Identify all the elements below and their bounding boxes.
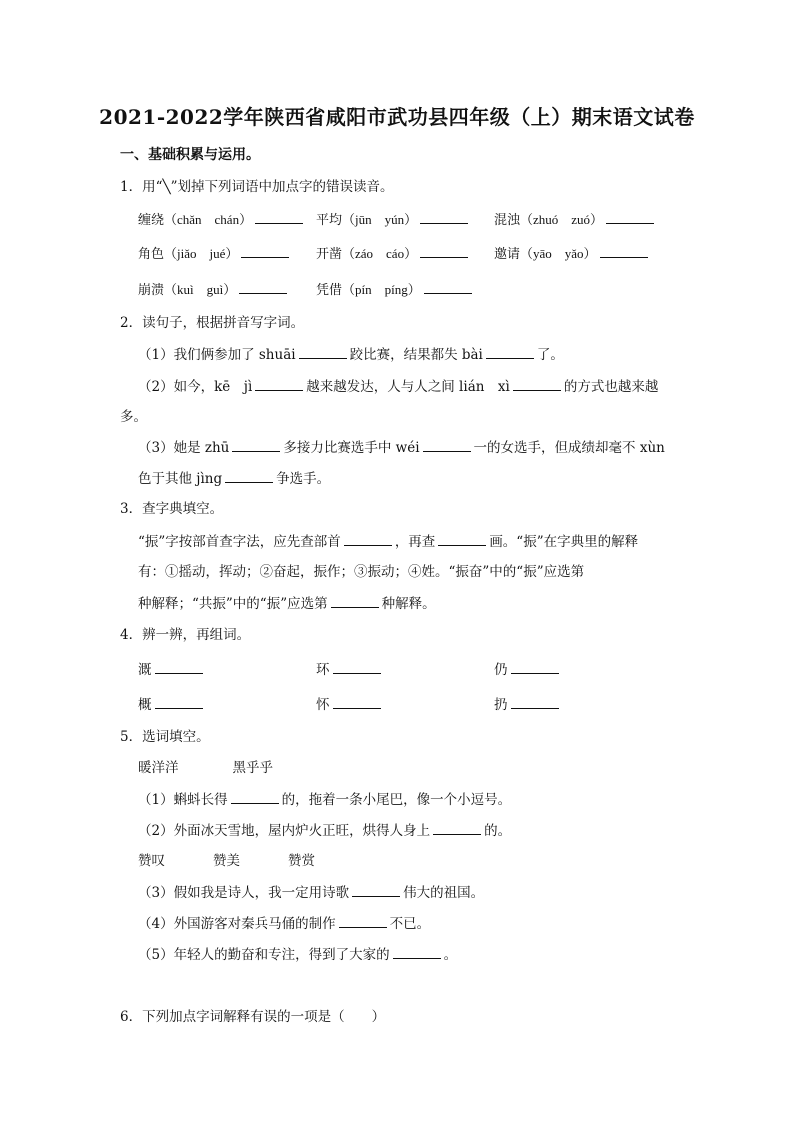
text: （4）外国游客对秦兵马俑的制作: [138, 916, 336, 932]
page-title: 2021-2022学年陕西省咸阳市武功县四年级（上）期末语文试卷: [99, 105, 695, 129]
answer-blank[interactable]: [511, 695, 559, 709]
question-6-stem: 6．下列加点字词解释有误的一项是（ ）: [120, 1009, 386, 1025]
answer-blank[interactable]: [344, 532, 392, 546]
char: 概: [138, 697, 152, 713]
question-5-stem: 5．选词填空。: [120, 729, 210, 745]
q5-sentence-5: [138, 945, 457, 964]
answer-blank[interactable]: [255, 210, 303, 224]
answer-blank[interactable]: [606, 210, 654, 224]
char: 仍: [494, 662, 508, 678]
option: 赞叹: [138, 853, 165, 869]
q3-line-3: [138, 594, 436, 613]
text: 的。: [484, 823, 512, 839]
q1-item: 混浊（zhuó zuó）: [494, 212, 604, 227]
q4-item: [316, 660, 384, 679]
q3-line-1: [138, 532, 638, 551]
text: 争选手。: [276, 471, 331, 487]
q5-sentence-4: [138, 914, 430, 933]
char: 扔: [494, 697, 508, 713]
answer-blank[interactable]: [255, 377, 303, 391]
text: ，再查: [394, 534, 436, 550]
q1-item: 缠绕（chǎn chán）: [138, 212, 253, 227]
q1-item: 邀请（yāo yǎo）: [494, 246, 597, 261]
answer-blank[interactable]: [600, 244, 648, 258]
text: 多接力比赛选手中 wéi: [283, 440, 420, 456]
q1-row-2b: [316, 244, 471, 263]
answer-blank[interactable]: [513, 377, 561, 391]
text: （2）如今，kē jì: [138, 379, 253, 395]
q1-row-1b: [316, 210, 471, 229]
answer-blank[interactable]: [423, 438, 471, 452]
text: （1）我们俩参加了 shuāi: [138, 347, 296, 363]
text: （3）她是 zhū: [138, 440, 230, 456]
q2-sentence-3-cont: [138, 469, 330, 488]
answer-blank[interactable]: [155, 695, 203, 709]
text: （1）蝌蚪长得: [138, 792, 228, 808]
text: 。: [443, 947, 458, 963]
text: “振”字按部首查字法，应先查部首: [138, 534, 341, 550]
answer-blank[interactable]: [232, 438, 280, 452]
option: 黑乎乎: [232, 760, 273, 776]
char: 怀: [316, 697, 330, 713]
text: （5）年轻人的勤奋和专注，得到了大家的: [138, 947, 390, 963]
answer-blank[interactable]: [424, 280, 472, 294]
text: （2）外面冰天雪地，屋内炉火正旺，烘得人身上: [138, 823, 431, 839]
q1-item: 平均（jūn yún）: [316, 212, 418, 227]
q2-sentence-3: [138, 438, 665, 457]
text: 伟大的祖国。: [403, 885, 485, 901]
q4-item: [138, 660, 206, 679]
text: （3）假如我是诗人，我一定用诗歌: [138, 885, 350, 901]
text: 了。: [536, 347, 564, 363]
answer-blank[interactable]: [393, 945, 441, 959]
q1-row-1: [138, 210, 306, 229]
q2-sentence-2-cont: 多。: [120, 409, 147, 425]
answer-blank[interactable]: [438, 532, 486, 546]
q4-item: [316, 695, 384, 714]
answer-blank[interactable]: [241, 244, 289, 258]
q5-sentence-1: [138, 790, 511, 809]
q4-item: [494, 695, 562, 714]
text: 越来越发达，人与人之间 lián xì: [306, 379, 510, 395]
option: 赞赏: [288, 853, 315, 869]
answer-blank[interactable]: [333, 660, 381, 674]
text: 色于其他 jìng: [138, 471, 223, 487]
q4-item: [494, 660, 562, 679]
answer-blank[interactable]: [331, 594, 379, 608]
answer-blank[interactable]: [225, 469, 273, 483]
answer-blank[interactable]: [231, 790, 279, 804]
answer-blank[interactable]: [155, 660, 203, 674]
answer-blank[interactable]: [339, 914, 387, 928]
char: 环: [316, 662, 330, 678]
option: 赞美: [213, 853, 240, 869]
q1-row-2c: [494, 244, 651, 263]
text: 一的女选手，但成绩却毫不 xùn: [473, 440, 665, 456]
text: 的方式也越来越: [563, 379, 659, 395]
q1-row-3b: [316, 280, 475, 299]
answer-blank[interactable]: [420, 210, 468, 224]
answer-blank[interactable]: [511, 660, 559, 674]
q5-options-1: [138, 759, 273, 777]
q2-sentence-2: [138, 377, 658, 396]
option: 暖洋洋: [138, 760, 179, 776]
text: 不已。: [389, 916, 431, 932]
q5-sentence-3: [138, 883, 484, 902]
answer-blank[interactable]: [486, 345, 534, 359]
question-3-stem: 3．查字典填空。: [120, 501, 224, 517]
answer-blank[interactable]: [352, 883, 400, 897]
answer-blank[interactable]: [333, 695, 381, 709]
q4-item: [138, 695, 206, 714]
q5-options-2: [138, 852, 315, 870]
answer-blank[interactable]: [433, 821, 481, 835]
text: 种解释。: [381, 596, 436, 612]
section-heading: 一、基础积累与运用。: [120, 147, 260, 163]
q1-item: 角色（jiǎo jué）: [138, 246, 239, 261]
text: 的，拖着一条小尾巴，像一个小逗号。: [281, 792, 512, 808]
q1-item: 崩溃（kuì guì）: [138, 282, 237, 297]
text: 画。“振”在字典里的解释: [489, 534, 639, 550]
q1-item: 凭借（pín píng）: [316, 282, 421, 297]
answer-blank[interactable]: [420, 244, 468, 258]
char: 溉: [138, 662, 152, 678]
text: 跤比赛，结果都失 bài: [349, 347, 483, 363]
q1-row-2: [138, 244, 292, 263]
q2-sentence-1: [138, 345, 564, 364]
q1-row-1c: [494, 210, 657, 229]
answer-blank[interactable]: [239, 280, 287, 294]
q1-row-3: [138, 280, 290, 299]
question-4-stem: 4．辨一辨，再组词。: [120, 627, 251, 643]
q1-item: 开凿（záo cáo）: [316, 246, 418, 261]
question-2-stem: 2．读句子，根据拼音写字词。: [120, 315, 305, 331]
text: 种解释；“共振”中的“振”应选第: [138, 596, 328, 612]
answer-blank[interactable]: [299, 345, 347, 359]
q5-sentence-2: [138, 821, 511, 840]
q3-line-2: 有：①摇动，挥动；②奋起，振作；③振动；④姓。“振奋”中的“振”应选第: [138, 564, 585, 580]
question-1-stem: 1．用“╲”划掉下列词语中加点字的错误读音。: [120, 179, 394, 195]
